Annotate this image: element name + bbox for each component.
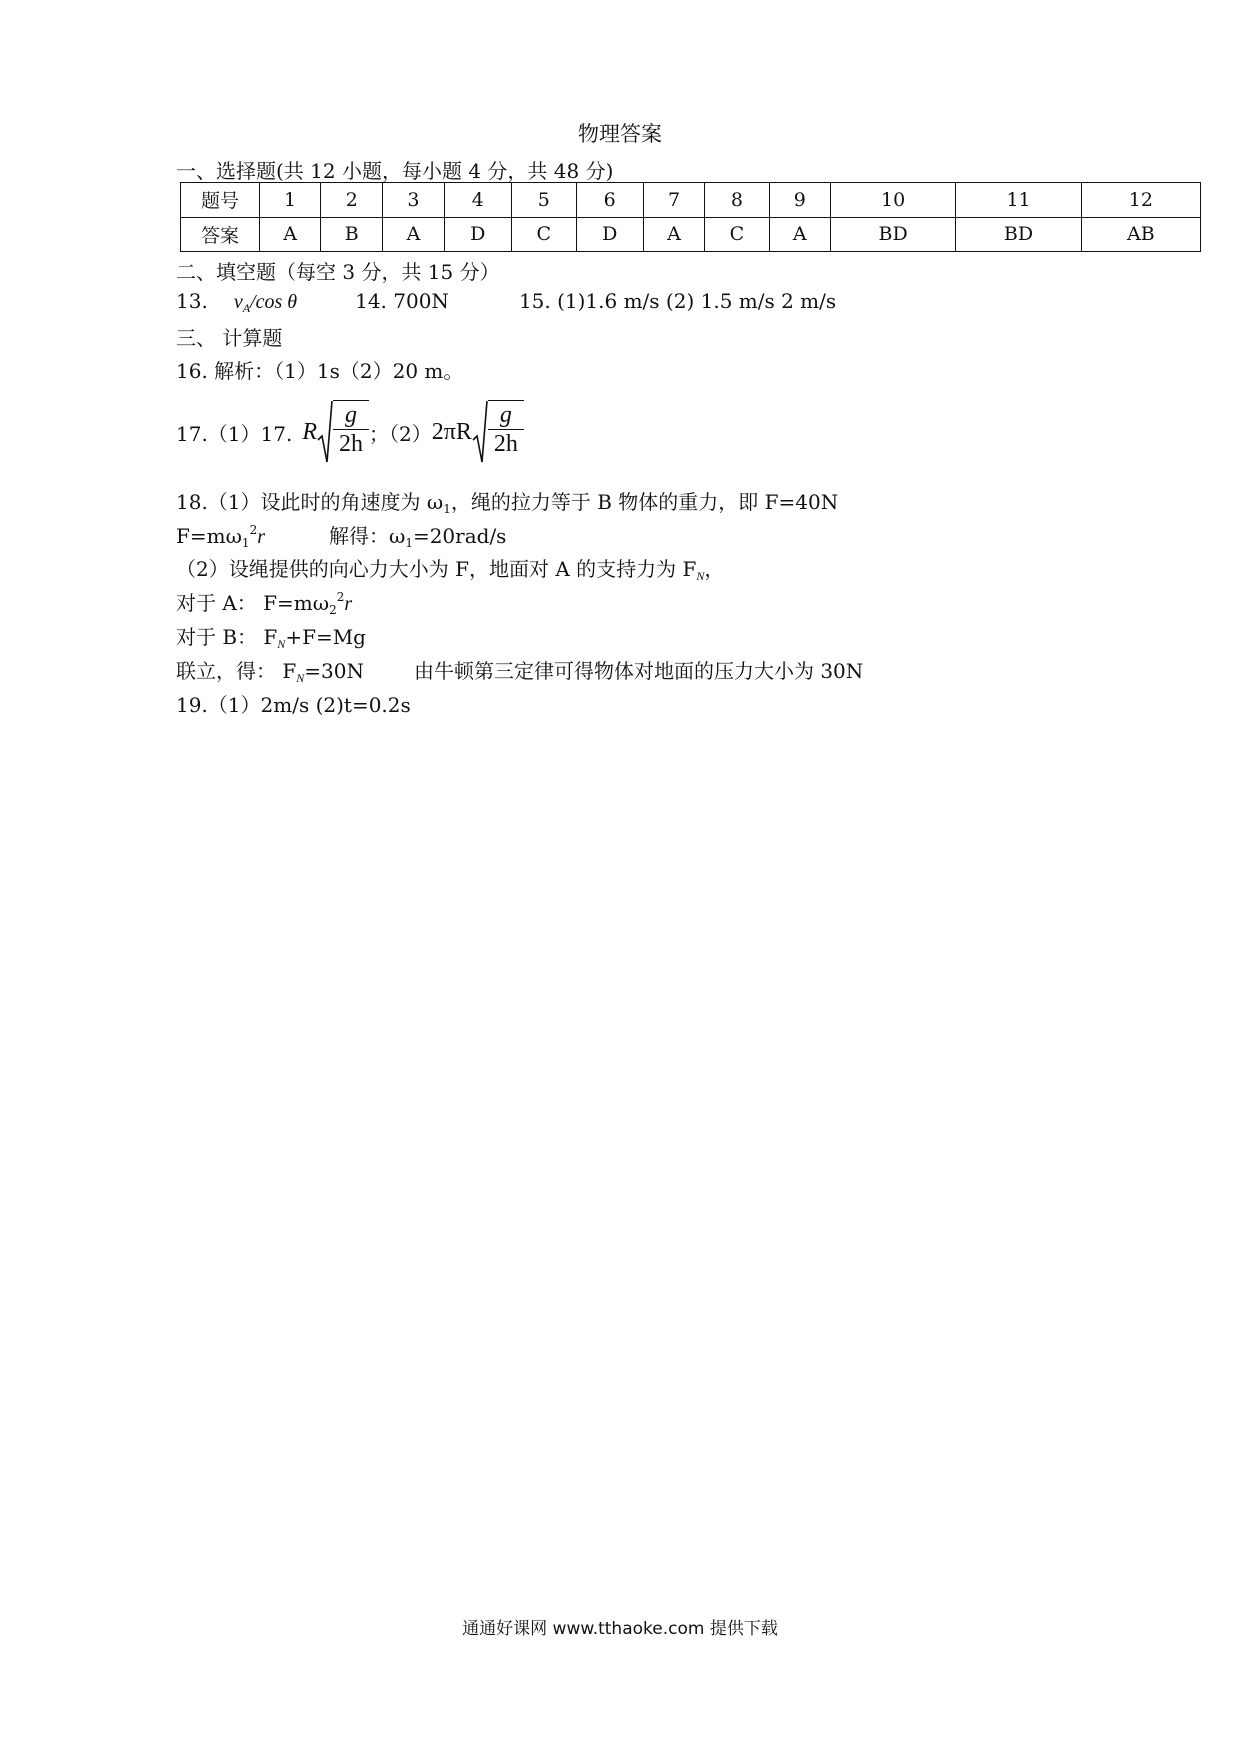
radical-sign-icon <box>317 400 333 464</box>
q18-combine: 联立，得： F <box>176 659 297 683</box>
q17-sqrt-2 <box>472 400 524 464</box>
q14-answer: 14. 700N <box>355 289 449 313</box>
section3-heading: 三、 计算题 <box>176 326 283 350</box>
q18-part2-text: （2）设绳提供的向心力大小为 F，地面对 A 的支持力为 F <box>176 557 697 581</box>
normal-force-subscript: N <box>277 637 286 651</box>
q19-answer: 19.（1）2m/s (2)t=0.2s <box>176 693 411 717</box>
q17-denominator: 2h <box>339 431 364 457</box>
omega-subscript: 1 <box>443 502 451 516</box>
q17-sqrt-1 <box>317 400 369 464</box>
answer-cell: D <box>576 217 643 252</box>
q13-label: 13. <box>176 289 208 313</box>
answer-row <box>181 217 1201 252</box>
q17-denominator: 2h <box>493 431 518 457</box>
omega-subscript: 2 <box>329 603 337 617</box>
q18-line-6 <box>176 655 863 686</box>
q17-middle: ；（2） <box>369 421 432 446</box>
q16-answer: 16. 解析：（1）1s（2）20 m。 <box>176 359 464 383</box>
answer-cell: A <box>383 217 444 252</box>
answer-cell: A <box>769 217 830 252</box>
section1-heading: 一、选择题(共 12 小题，每小题 4 分，共 48 分) <box>176 159 614 183</box>
q18-normal-force-result: =30N <box>304 659 364 683</box>
answer-cell: C <box>705 217 770 252</box>
q18-line-1-text: 18.（1）设此时的角速度为 ω <box>176 490 444 514</box>
radius-symbol: r <box>344 593 353 615</box>
question-number-cell: 3 <box>383 183 444 218</box>
q17-numerator: g <box>499 402 512 428</box>
q17-numerator: g <box>345 402 358 428</box>
question-number-cell: 12 <box>1081 183 1200 218</box>
answer-table <box>180 182 1201 252</box>
q17-fraction-2 <box>488 400 524 464</box>
answer-cell: A <box>643 217 704 252</box>
answer-cell: BD <box>830 217 955 252</box>
q17-radius: R <box>302 418 318 445</box>
q17-fraction-1 <box>333 400 369 464</box>
q15-answer: 15. (1)1.6 m/s (2) 1.5 m/s 2 m/s <box>518 289 837 313</box>
q18-conclusion: 由牛顿第三定律可得物体对地面的压力大小为 30N <box>413 659 864 683</box>
question-number-cell: 11 <box>956 183 1081 218</box>
omega-superscript: 2 <box>249 523 258 537</box>
q18-for-b: 对于 B： F <box>176 625 278 649</box>
answer-cell: D <box>444 217 511 252</box>
radius-symbol: r <box>257 526 265 548</box>
q13-subscript: A <box>242 301 251 315</box>
question-row-header: 题号 <box>181 183 260 218</box>
omega-superscript: 2 <box>336 590 345 604</box>
q18-for-a: 对于 A： F=mω <box>176 591 330 615</box>
q18-line-3 <box>176 553 724 584</box>
q18-formula: F=mω <box>176 524 242 548</box>
q18-part2-punct: ， <box>704 557 725 581</box>
normal-force-subscript: N <box>296 671 305 685</box>
q18-line-5 <box>176 621 366 652</box>
q18-line-1 <box>176 486 838 516</box>
q13-velocity: v <box>233 291 243 313</box>
answer-cell: A <box>260 217 321 252</box>
fill-blank-answers <box>176 289 836 316</box>
question-number-cell: 8 <box>705 183 770 218</box>
question-number-cell: 1 <box>260 183 321 218</box>
omega-subscript: 1 <box>241 536 250 550</box>
q13-rest: /cos θ <box>250 291 298 313</box>
question-number-cell: 6 <box>576 183 643 218</box>
q18-omega-result: =20rad/s <box>412 524 507 548</box>
answer-row-header: 答案 <box>181 217 260 252</box>
page-title: 物理答案 <box>578 122 662 146</box>
question-number-cell: 9 <box>769 183 830 218</box>
section2-heading: 二、填空题（每空 3 分，共 15 分） <box>176 260 500 284</box>
q17-2pir: 2πR <box>431 418 472 445</box>
q18-line-2 <box>176 520 506 550</box>
footer-source: 通通好课网 www.tthaoke.com 提供下载 <box>462 1619 778 1639</box>
question-number-cell: 10 <box>830 183 955 218</box>
question-number-cell: 7 <box>643 183 704 218</box>
q18-line-1-text-b: ，绳的拉力等于 B 物体的重力，即 F=40N <box>450 490 839 514</box>
answer-cell: B <box>321 217 383 252</box>
answer-cell: AB <box>1081 217 1200 252</box>
q18-line-4 <box>176 587 352 617</box>
question-number-cell: 5 <box>511 183 576 218</box>
q17-prefix: 17.（1）17. <box>176 421 293 446</box>
question-number-row <box>181 183 1201 218</box>
question-number-cell: 2 <box>321 183 383 218</box>
q18-for-b-rest: +F=Mg <box>285 625 366 649</box>
q18-solve-label: 解得：ω <box>329 524 406 548</box>
answer-cell: BD <box>956 217 1081 252</box>
question-number-cell: 4 <box>444 183 511 218</box>
radical-sign-icon <box>472 400 488 464</box>
normal-force-subscript: N <box>696 569 705 583</box>
q17-answer <box>176 400 524 464</box>
omega-subscript: 1 <box>405 536 413 550</box>
answer-cell: C <box>511 217 576 252</box>
